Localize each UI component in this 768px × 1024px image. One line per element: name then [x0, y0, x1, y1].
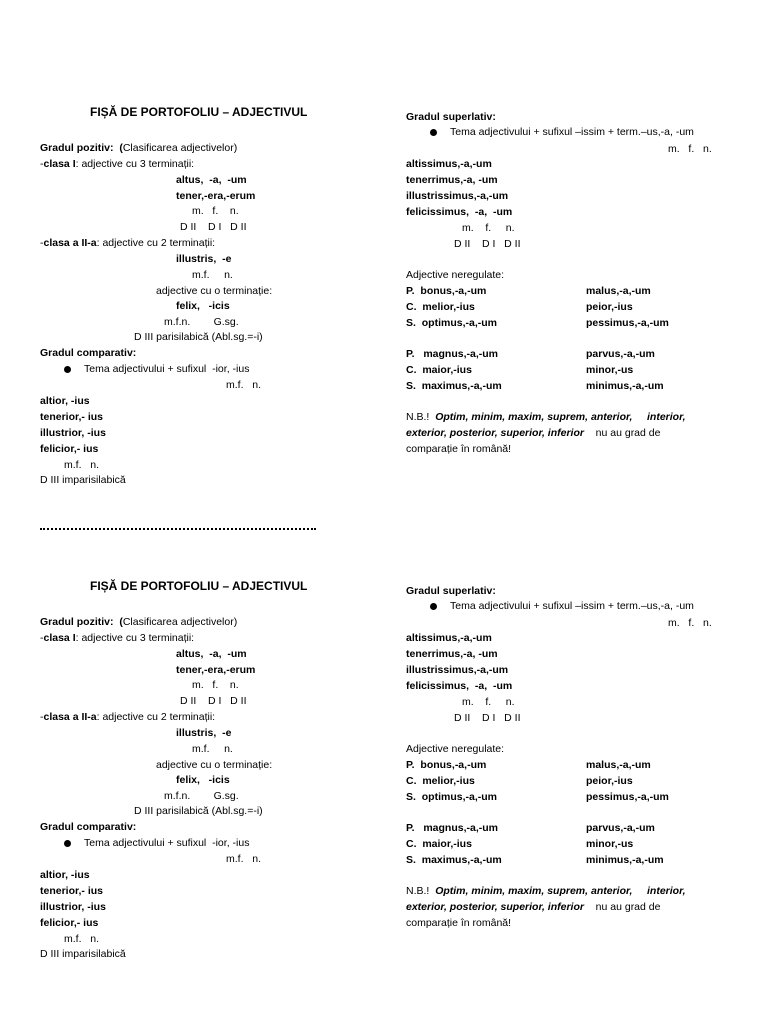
b2-irr2-neg-1: minor,-us	[586, 838, 634, 850]
b1-sup-mfn: m. f. n.	[668, 143, 712, 155]
b1-irr2-neg-0: parvus,-a,-um	[586, 348, 655, 360]
b1-irr2-pos-1: C. maior,-ius	[406, 364, 472, 376]
b2-bullet-icon	[430, 603, 437, 610]
nb-words-1: Optim, minim, maxim, suprem, anterior, interior,	[435, 885, 686, 897]
b1-comp-example-2: illustrior, -ius	[40, 427, 106, 439]
b1-c3-l0: adjective cu o terminație:	[156, 285, 273, 297]
b2-comp-example-3: felicior,- ius	[40, 917, 99, 929]
clasa1-rest: : adjective cu 3 terminații:	[75, 632, 195, 644]
nb-label: N.B.!	[406, 885, 430, 897]
b2-comp-mfn2: m.f. n.	[64, 933, 100, 945]
b1-nb-line2	[406, 426, 660, 440]
b1-sup-rule: Tema adjectivului + sufixul –issim + term.–us,-a, -um	[450, 126, 694, 138]
b2-comp-mfn: m.f. n.	[226, 853, 262, 865]
b1-sup-example-1: tenerrimus,-a, -um	[406, 174, 498, 186]
b1-c2-l1: illustris, -e	[176, 253, 232, 265]
pozitiv-paren: (	[119, 616, 123, 628]
b2-sup-mfn: m. f. n.	[668, 617, 712, 629]
clasa2-label: clasa a II-a	[43, 237, 97, 249]
b2-irr1-pos-1: C. melior,-ius	[406, 775, 475, 787]
b2-neregulate: Adjective neregulate:	[406, 743, 505, 755]
b1-bullet-icon	[64, 366, 71, 373]
nb-words-2: exterior, posterior, superior, inferior	[406, 427, 584, 439]
b1-irr1-pos-0: P. bonus,-a,-um	[406, 285, 487, 297]
b2-nb-line1	[406, 884, 686, 898]
b1-c1-l1: altus, -a, -um	[176, 174, 247, 186]
b2-irr1-pos-0: P. bonus,-a,-um	[406, 759, 487, 771]
pozitiv-paren: (	[119, 142, 123, 154]
b2-bullet-icon	[64, 840, 71, 847]
dash: -	[40, 237, 44, 249]
b1-irr1-neg-1: peior,-ius	[586, 301, 633, 313]
b2-c2-l2: m.f. n.	[192, 743, 233, 755]
b1-comp-example-1: tenerior,- ius	[40, 411, 104, 423]
b2-sup-example-3: felicissimus, -a, -um	[406, 680, 513, 692]
b2-c3-l0: adjective cu o terminație:	[156, 759, 273, 771]
nb-tail: nu au grad de	[595, 427, 661, 439]
b1-c1-l4: D II D I D II	[180, 221, 247, 233]
nb-words-2: exterior, posterior, superior, inferior	[406, 901, 584, 913]
b1-bullet-icon	[430, 129, 437, 136]
b1-c2-l2: m.f. n.	[192, 269, 233, 281]
b2-irr1-neg-2: pessimus,-a,-um	[586, 791, 669, 803]
b2-c2-l1: illustris, -e	[176, 727, 232, 739]
b1-irr1-pos-2: S. optimus,-a,-um	[406, 317, 498, 329]
b1-comp-head: Gradul comparativ:	[40, 347, 137, 359]
b1-comp-decl: D III imparisilabică	[40, 474, 126, 486]
b1-comp-mfn2: m.f. n.	[64, 459, 100, 471]
b1-irr2-pos-0: P. magnus,-a,-um	[406, 348, 498, 360]
b1-sup-head: Gradul superlativ:	[406, 111, 496, 123]
b2-irr2-pos-2: S. maximus,-a,-um	[406, 854, 502, 866]
b2-sup-example-0: altissimus,-a,-um	[406, 632, 492, 644]
b1-sup-example-2: illustrissimus,-a,-um	[406, 190, 509, 202]
clasa2-label: clasa a II-a	[43, 711, 97, 723]
b2-c3-l1: felix, -icis	[176, 774, 230, 786]
b2-comp-decl: D III imparisilabică	[40, 948, 126, 960]
b2-sup-example-1: tenerrimus,-a, -um	[406, 648, 498, 660]
b2-sup-example-2: illustrissimus,-a,-um	[406, 664, 509, 676]
b2-sup-head: Gradul superlativ:	[406, 585, 496, 597]
b2-c1-l1: altus, -a, -um	[176, 648, 247, 660]
clasa1-label: clasa I	[43, 632, 76, 644]
nb-tail: nu au grad de	[595, 901, 661, 913]
b1-nb-line3: comparație în română!	[406, 443, 512, 455]
b1-clasa2-line	[40, 236, 215, 250]
b2-comp-example-0: altior, -ius	[40, 869, 90, 881]
b2-nb-line3: comparație în română!	[406, 917, 512, 929]
b2-clasa1-line	[40, 631, 194, 645]
b2-comp-example-2: illustrior, -ius	[40, 901, 106, 913]
b1-comp-mfn: m.f. n.	[226, 379, 262, 391]
b2-clasa2-line	[40, 710, 215, 724]
b2-title: FIȘĂ DE PORTOFOLIU – ADJECTIVUL	[90, 579, 308, 593]
clasa2-rest: : adjective cu 2 terminații:	[96, 237, 216, 249]
b1-comp-example-0: altior, -ius	[40, 395, 90, 407]
b1-c3-l3: D III parisilabică (Abl.sg.=-i)	[134, 331, 263, 343]
b1-title: FIȘĂ DE PORTOFOLIU – ADJECTIVUL	[90, 105, 308, 119]
b1-pozitiv-line	[40, 141, 237, 155]
nb-words-1: Optim, minim, maxim, suprem, anterior, interior,	[435, 411, 686, 423]
b2-sup-d: D II D I D II	[454, 712, 521, 724]
b1-sup-example-0: altissimus,-a,-um	[406, 158, 492, 170]
separator-line	[40, 528, 316, 530]
b1-irr1-neg-2: pessimus,-a,-um	[586, 317, 669, 329]
dash: -	[40, 632, 44, 644]
b2-c1-l4: D II D I D II	[180, 695, 247, 707]
b2-pozitiv-line	[40, 615, 237, 629]
b2-irr1-neg-0: malus,-a,-um	[586, 759, 651, 771]
b2-c3-l3: D III parisilabică (Abl.sg.=-i)	[134, 805, 263, 817]
pozitiv-head: Gradul pozitiv:	[40, 142, 114, 154]
b1-sup-d: D II D I D II	[454, 238, 521, 250]
nb-label: N.B.!	[406, 411, 430, 423]
b1-sup-example-3: felicissimus, -a, -um	[406, 206, 513, 218]
clasa1-rest: : adjective cu 3 terminații:	[75, 158, 195, 170]
b2-comp-rule: Tema adjectivului + sufixul -ior, -ius	[84, 837, 250, 849]
b2-irr2-neg-0: parvus,-a,-um	[586, 822, 655, 834]
b1-irr2-neg-1: minor,-us	[586, 364, 634, 376]
clasa1-label: clasa I	[43, 158, 76, 170]
b1-neregulate: Adjective neregulate:	[406, 269, 505, 281]
b2-irr1-pos-2: S. optimus,-a,-um	[406, 791, 498, 803]
b2-sup-mfn2: m. f. n.	[462, 696, 515, 708]
pozitiv-head: Gradul pozitiv:	[40, 616, 114, 628]
b2-c1-l3: m. f. n.	[192, 679, 239, 691]
pozitiv-rest: Clasificarea adjectivelor)	[122, 142, 238, 154]
b1-comp-example-3: felicior,- ius	[40, 443, 99, 455]
b2-nb-line2	[406, 900, 660, 914]
b2-c3-l2: m.f.n. G.sg.	[164, 790, 239, 802]
b1-c3-l1: felix, -icis	[176, 300, 230, 312]
dash: -	[40, 158, 44, 170]
b2-comp-example-1: tenerior,- ius	[40, 885, 104, 897]
b1-comp-rule: Tema adjectivului + sufixul -ior, -ius	[84, 363, 250, 375]
b2-irr2-pos-0: P. magnus,-a,-um	[406, 822, 498, 834]
b2-c1-l2: tener,-era,-erum	[176, 664, 256, 676]
b1-clasa1-line	[40, 157, 194, 171]
b1-irr1-pos-1: C. melior,-ius	[406, 301, 475, 313]
b1-irr2-pos-2: S. maximus,-a,-um	[406, 380, 502, 392]
dash: -	[40, 711, 44, 723]
pozitiv-rest: Clasificarea adjectivelor)	[122, 616, 238, 628]
b1-c3-l2: m.f.n. G.sg.	[164, 316, 239, 328]
b1-irr2-neg-2: minimus,-a,-um	[586, 380, 664, 392]
b2-irr2-pos-1: C. maior,-ius	[406, 838, 472, 850]
clasa2-rest: : adjective cu 2 terminații:	[96, 711, 216, 723]
b2-irr2-neg-2: minimus,-a,-um	[586, 854, 664, 866]
b2-irr1-neg-1: peior,-ius	[586, 775, 633, 787]
b1-c1-l3: m. f. n.	[192, 205, 239, 217]
b2-sup-rule: Tema adjectivului + sufixul –issim + term.–us,-a, -um	[450, 600, 694, 612]
b2-comp-head: Gradul comparativ:	[40, 821, 137, 833]
b1-c1-l2: tener,-era,-erum	[176, 190, 256, 202]
b1-sup-mfn2: m. f. n.	[462, 222, 515, 234]
b1-irr1-neg-0: malus,-a,-um	[586, 285, 651, 297]
b1-nb-line1	[406, 410, 686, 424]
